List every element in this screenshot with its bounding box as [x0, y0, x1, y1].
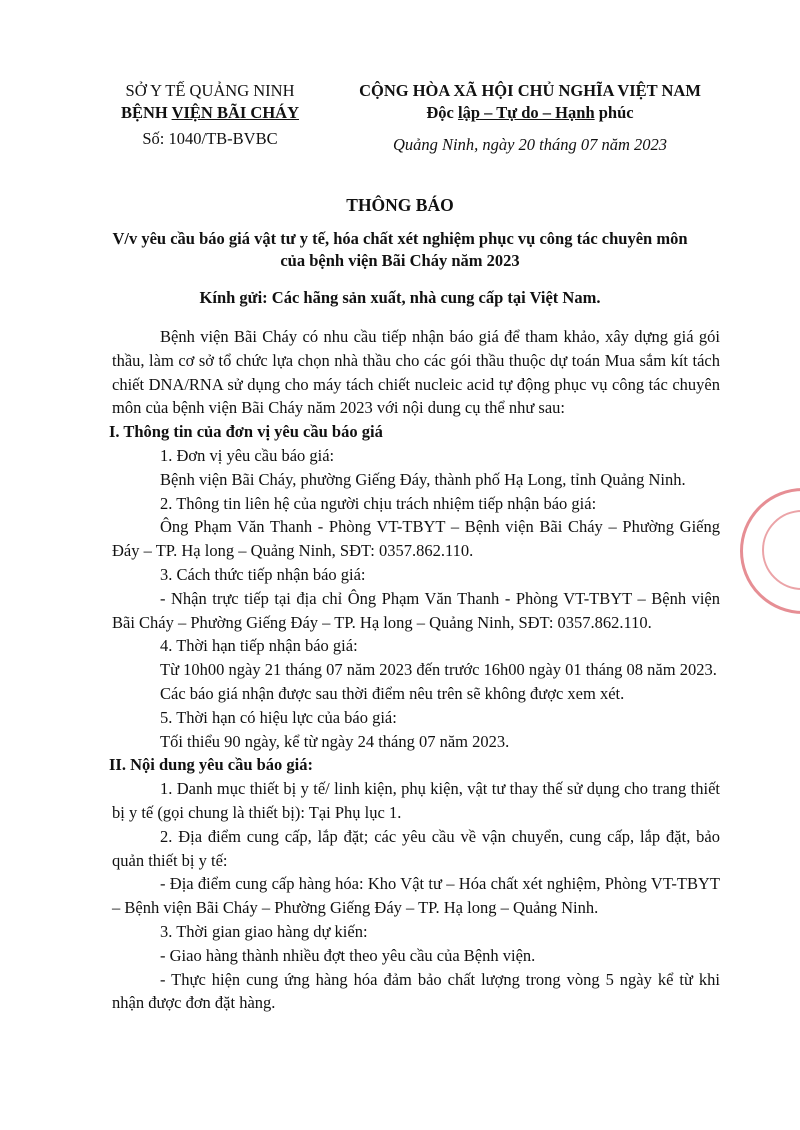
motto-part3: phúc — [594, 103, 634, 122]
s2-item2: 2. Địa điểm cung cấp, lắp đặt; các yêu cầu về vận chuyển, cung cấp, lắp đặt, bảo quản thiết bị y tế: — [112, 826, 720, 870]
s1-item5: 5. Thời hạn có hiệu lực của báo giá: — [160, 707, 397, 727]
s1-item4: 4. Thời hạn tiếp nhận báo giá: — [160, 636, 358, 656]
department-name: SỞ Y TẾ QUẢNG NINH — [125, 81, 295, 100]
motto-part2: lập – Tự do – Hạnh — [458, 103, 595, 122]
document-body — [109, 325, 720, 1015]
hospital-name-part1: BỆNH — [120, 103, 172, 122]
motto-part1: Độc — [426, 103, 459, 122]
s1-item2: 2. Thông tin liên hệ của người chịu trách nhiệm tiếp nhận báo giá: — [160, 493, 597, 513]
s2-item3-text2: - Thực hiện cung ứng hàng hóa đảm bảo chất lượng trong vòng 5 ngày kể từ khi nhận được đơn đặt hàng. — [112, 969, 720, 1013]
s2-item2-text: - Địa điểm cung cấp hàng hóa: Kho Vật tư – Hóa chất xét nghiệm, Phòng VT-TBYT – Bệnh viện Bãi Cháy – Phường Giếng Đáy – TP. Hạ long – Quảng Ninh. — [112, 874, 720, 918]
s1-item4-note: Các báo giá nhận được sau thời điểm nêu trên sẽ không được xem xét. — [160, 683, 625, 703]
document-subject: V/v yêu cầu báo giá vật tư y tế, hóa chất xét nghiệm phục vụ công tác chuyên môn của bệnh viện Bãi Cháy năm 2023 — [112, 229, 688, 270]
national-motto — [340, 102, 720, 124]
s1-item1: 1. Đơn vị yêu cầu báo giá: — [160, 445, 335, 465]
header-right — [340, 80, 720, 156]
s2-item3: 3. Thời gian giao hàng dự kiến: — [160, 921, 368, 941]
header-left — [100, 80, 320, 150]
s1-item3-text: - Nhận trực tiếp tại địa chỉ Ông Phạm Văn Thanh - Phòng VT-TBYT – Bệnh viện Bãi Cháy – Phường Giếng Đáy – TP. Hạ long – Quảng Ninh, SĐT: 0357.862.110. — [112, 588, 720, 632]
s1-item2-text: Ông Phạm Văn Thanh - Phòng VT-TBYT – Bệnh viện Bãi Cháy – Phường Giếng Đáy – TP. Hạ long – Quảng Ninh, SĐT: 0357.862.110. — [112, 517, 720, 561]
hospital-name — [100, 102, 320, 124]
salutation: Kính gửi: Các hãng sản xuất, nhà cung cấp tại Việt Nam. — [199, 288, 601, 307]
hospital-name-part2: VIỆN BÃI CHÁY — [171, 103, 300, 122]
s1-item4-text: Từ 10h00 ngày 21 tháng 07 năm 2023 đến trước 16h00 ngày 01 tháng 08 năm 2023. — [160, 660, 717, 680]
document-date: Quảng Ninh, ngày 20 tháng 07 năm 2023 — [392, 135, 668, 154]
intro-paragraph: Bệnh viện Bãi Cháy có nhu cầu tiếp nhận báo giá để tham khảo, xây dựng giá gói thầu, làm cơ sở tổ chức lựa chọn nhà thầu cho các gói thầu thuộc dự toán Mua sắm kít tách chiết DNA/RNA sử dụng cho máy tách chiết nucleic acid tự động phục vụ công tác chuyên môn của bệnh viện Bãi Cháy năm 2023 với nội dung cụ thể như sau: — [112, 327, 720, 418]
s1-item3: 3. Cách thức tiếp nhận báo giá: — [160, 564, 366, 584]
document-number: Số: 1040/TB-BVBC — [142, 129, 278, 148]
s1-item5-text: Tối thiểu 90 ngày, kể từ ngày 24 tháng 07 năm 2023. — [160, 731, 510, 751]
country-name: CỘNG HÒA XÃ HỘI CHỦ NGHĨA VIỆT NAM — [359, 81, 701, 100]
section-2-heading: II. Nội dung yêu cầu báo giá: — [109, 755, 314, 775]
section-1-heading: I. Thông tin của đơn vị yêu cầu báo giá — [109, 422, 383, 442]
s1-item1-text: Bệnh viện Bãi Cháy, phường Giếng Đáy, thành phố Hạ Long, tỉnh Quảng Ninh. — [160, 469, 686, 489]
s2-item3-text1: - Giao hàng thành nhiều đợt theo yêu cầu của Bệnh viện. — [160, 945, 536, 965]
document-title: THÔNG BÁO — [346, 195, 454, 215]
s2-item1: 1. Danh mục thiết bị y tế/ linh kiện, phụ kiện, vật tư thay thế sử dụng cho trang thiết bị y tế (gọi chung là thiết bị): Tại Phụ lục 1. — [112, 779, 720, 822]
